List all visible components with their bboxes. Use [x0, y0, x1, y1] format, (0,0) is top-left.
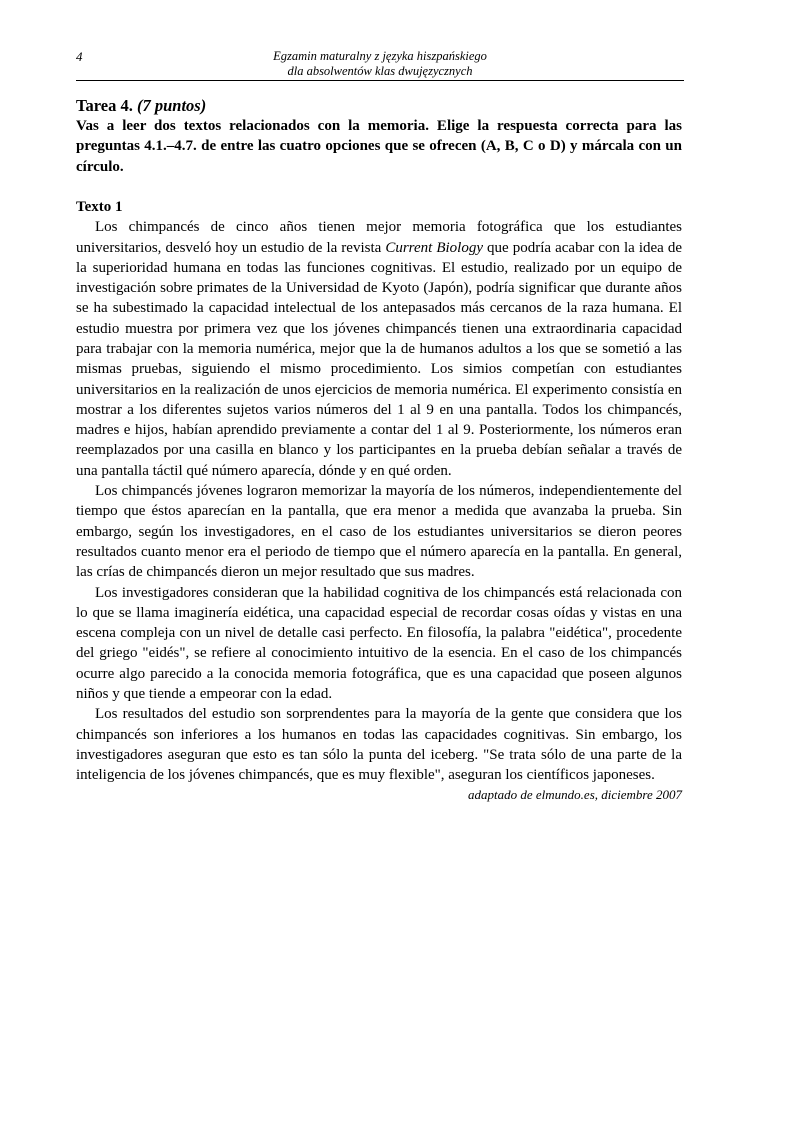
exam-title-line-1: Egzamin maturalny z języka hiszpańskiego — [273, 49, 487, 63]
text-1-paragraph-3: Los investigadores consideran que la habilidad cognitiva de los chimpancés está relacionada con lo que se llama imaginería eidética, una capacidad especial de recordar cosas oídas y vistas en una escena compleja con un nivel de detalle casi perfecto. En filosofía, la palabra "eidética", procedente del griego "eidés", se refiere al conocimiento intuitivo de la esencia. En el caso de los chimpancés ocurre algo parecido a la conocida memoria fotográfica, que es una capacidad que poseen algunos niños y que tiende a empeorar con la edad. — [76, 584, 682, 703]
text-1-heading: Texto 1 — [76, 199, 123, 216]
text-1-paragraph-2: Los chimpancés jóvenes lograron memorizar la mayoría de los números, independientemente del tiempo que éstos aparecían en la pantalla, que era menor a medida que avanzaba la prueba. Sin embargo, según los investigadores, en el caso de los estudiantes universitarios se dieron peores resultados cuanto menor era el periodo de tiempo que el número aparecía en la pantalla. En general, las crías de chimpancés dieron un mejor resultado que sus madres. — [76, 483, 682, 581]
task-instruction: Vas a leer dos textos relacionados con la memoria. Elige la respuesta correcta para las preguntas 4.1.–4.7. de entre las cuatro opciones que se ofrecen (A, B, C o D) y márcala con un círculo. — [76, 118, 682, 175]
exam-title — [76, 49, 684, 78]
source-citation: adaptado de elmundo.es, diciembre 2007 — [468, 786, 682, 802]
exam-title-line-2: dla absolwentów klas dwujęzycznych — [287, 63, 473, 78]
page-content — [76, 96, 682, 804]
journal-name: Current Biology — [385, 239, 483, 256]
task-points: (7 puntos) — [136, 96, 207, 115]
task-title: Tarea 4. — [76, 96, 133, 115]
text-1-paragraph-4: Los resultados del estudio son sorprendentes para la mayoría de la gente que considera que los chimpancés son inferiores a los humanos en todas las capacidades cognitivas. Sin embargo, los investigadores aseguran que esto es tan sólo la punta del iceberg. "Se trata sólo de una parte de la inteligencia de los jóvenes chimpancés, que es muy flexible", aseguran los científicos japoneses. — [76, 706, 682, 784]
text-1-paragraph-1 — [76, 217, 682, 481]
paragraph-1-part-2: que podría acabar con la idea de la superioridad humana en todas las funciones cognitivas. El estudio, realizado por un equipo de investigación sobre primates de la Universidad de Kyoto (Japón), podría significar que durante años se ha subestimado la capacidad intelectual de los antepasados más cercanos de la raza humana. El estudio muestra por primera vez que los jóvenes chimpancés tienen una extraordinaria capacidad para trabajar con la memoria numérica, mejor que la de humanos adultos a los que se sometió a las mismas pruebas, siguiendo el mismo procedimiento. Los simios competían con estudiantes universitarios en la realización de unos ejercicios de memoria numérica. El experimento consistía en mostrar a los diferentes sujetos varios números del 1 al 9 en una pantalla. Todos los chimpancés, madres e hijos, habían aprendido previamente a contar del 1 al 9. Posteriormente, los números eran reemplazados por una casilla en blanco y los participantes en la prueba debían señalar a través de una pantalla táctil qué número aparecía, dónde y en qué orden. — [76, 239, 683, 479]
task-heading — [76, 96, 682, 116]
page-header — [76, 46, 684, 81]
page-number: 4 — [76, 49, 83, 64]
paragraph-1-part-1: Los chimpancés de cinco años tienen mejor memoria fotográfica que los estudiantes universitarios, desveló hoy un estudio de la revista — [76, 219, 682, 256]
